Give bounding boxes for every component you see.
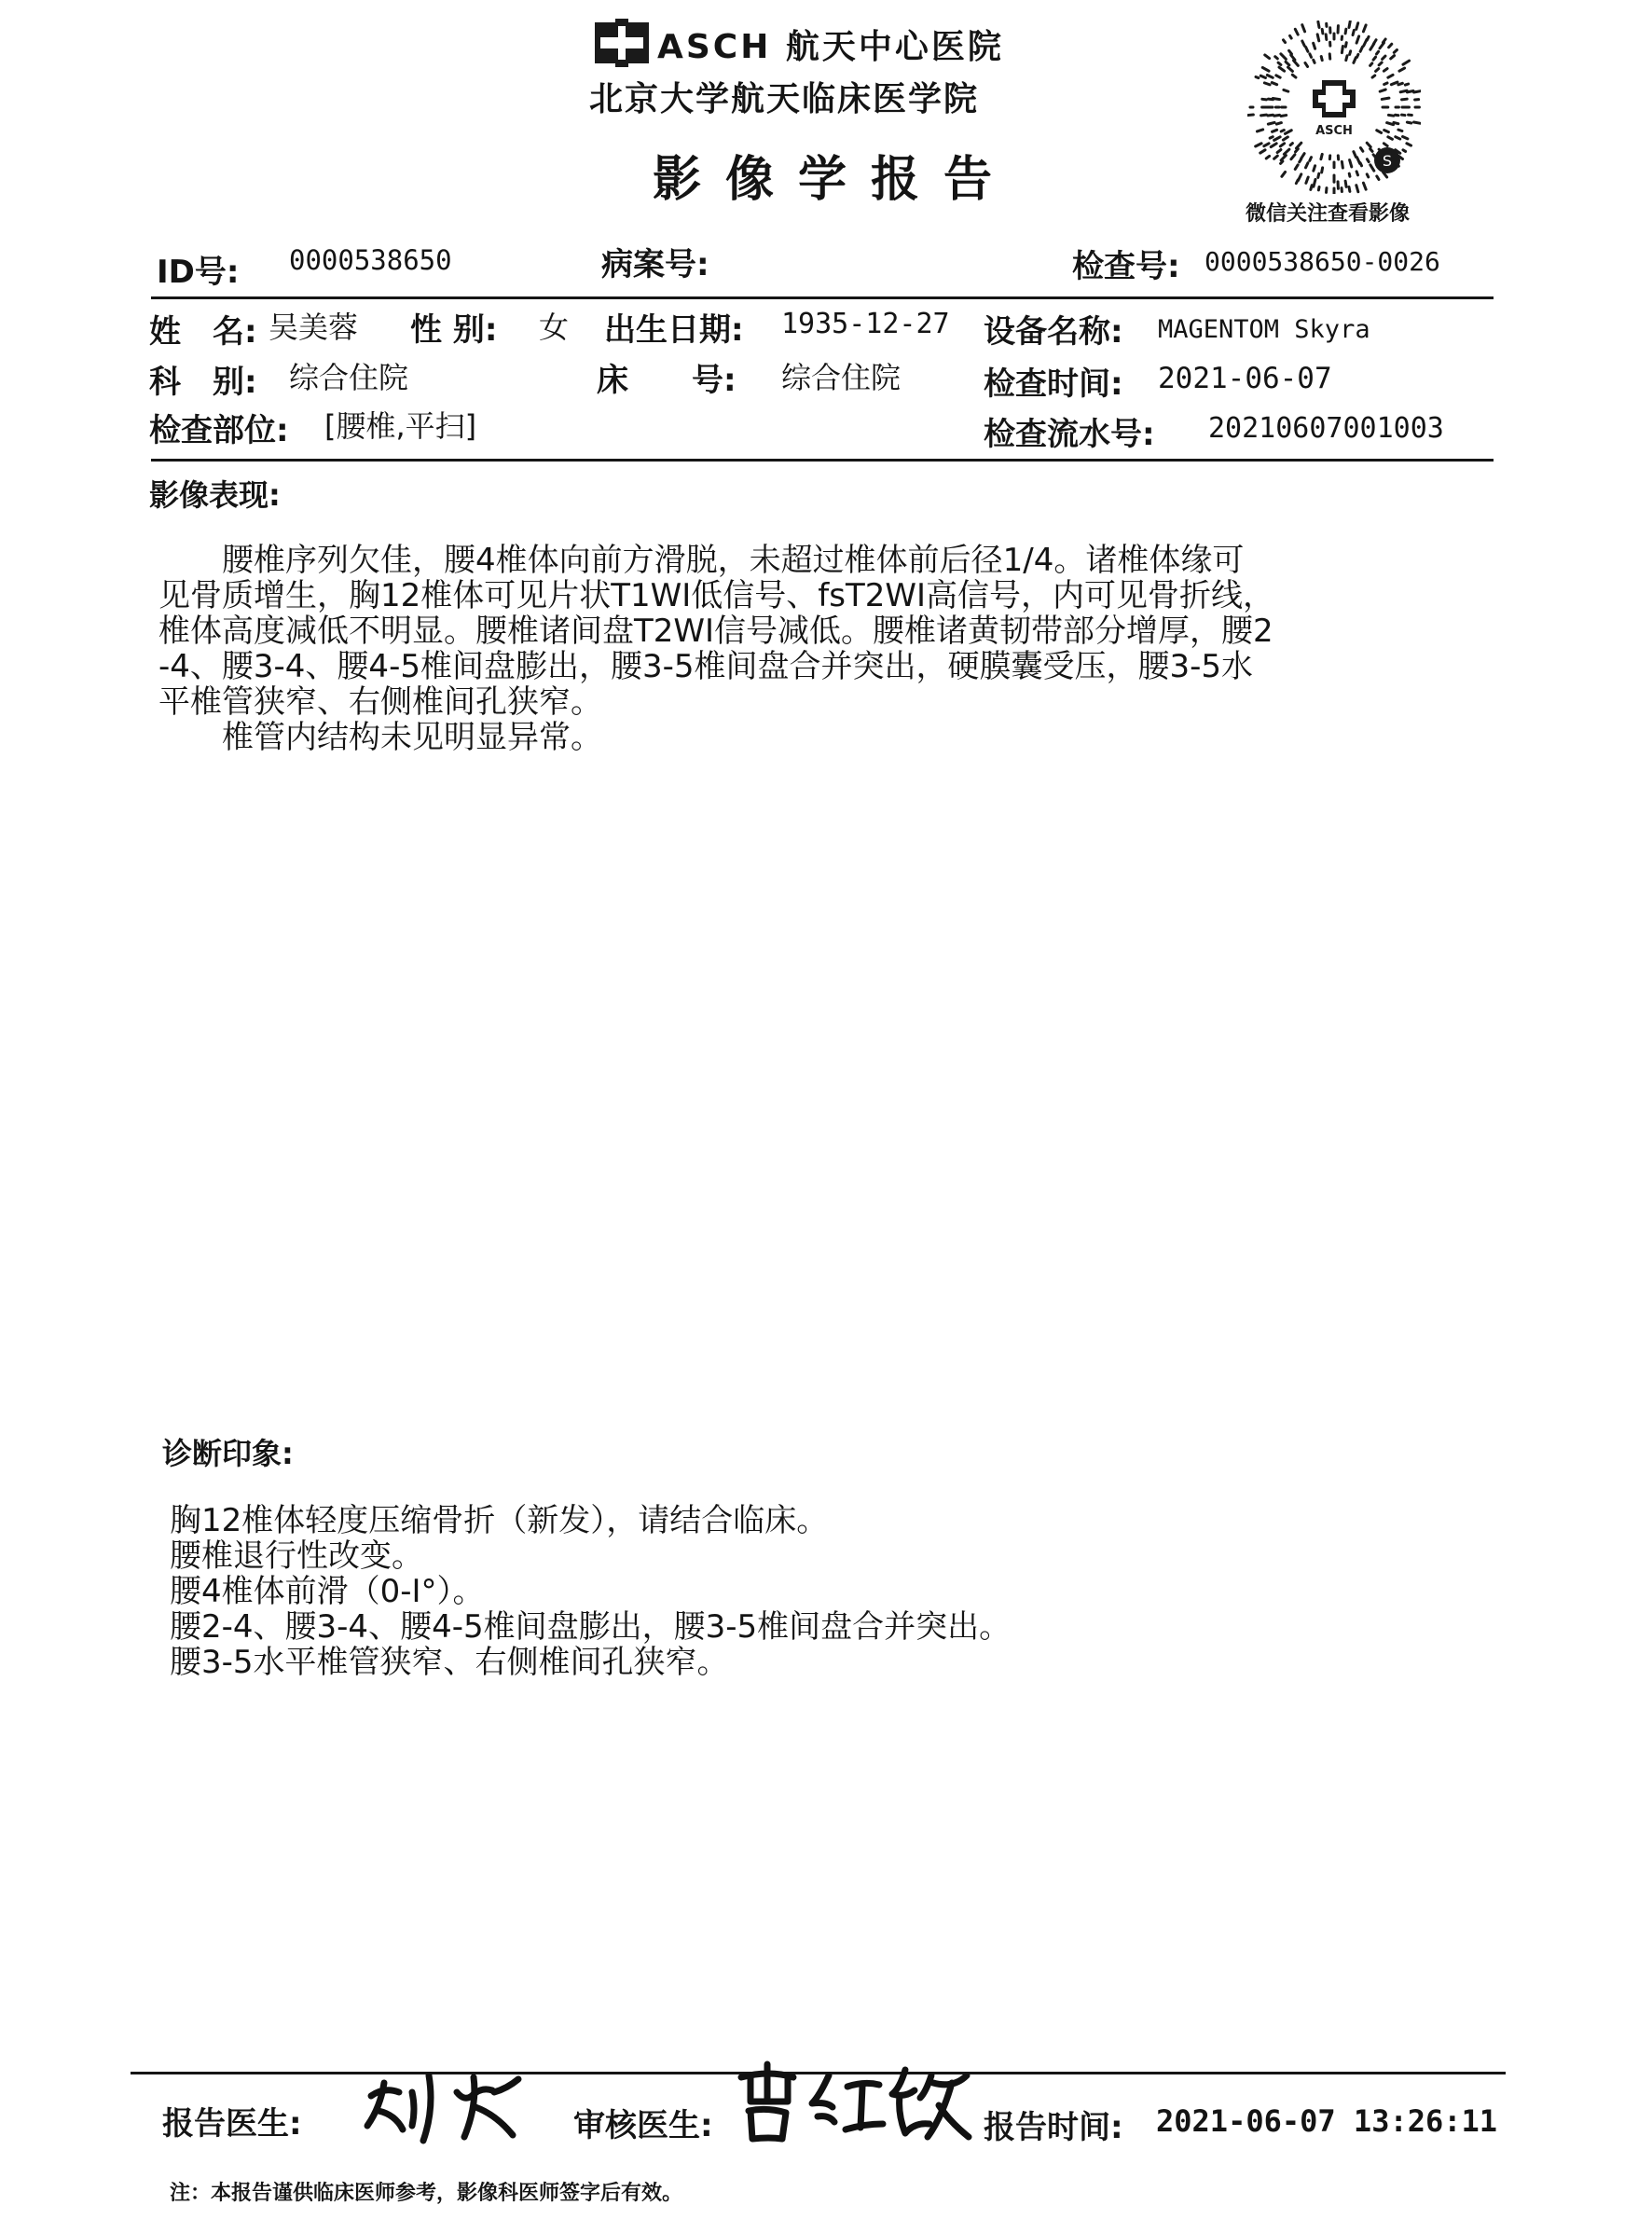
qr-dot xyxy=(1270,137,1273,138)
qr-dot xyxy=(1314,179,1315,186)
qr-dot xyxy=(1281,54,1287,60)
qr-dot xyxy=(1290,35,1292,38)
qr-dot xyxy=(1264,83,1270,85)
qr-dot xyxy=(1414,91,1421,92)
qr-dot xyxy=(1321,57,1322,61)
reporter-label: 报告医生: xyxy=(162,2105,302,2143)
qr-dot xyxy=(1345,29,1346,34)
qr-dot xyxy=(1280,144,1284,146)
qr-dot xyxy=(1384,83,1387,85)
reviewer-signature xyxy=(732,2055,984,2148)
qr-dot xyxy=(1399,68,1405,71)
qr-dot xyxy=(1292,75,1296,77)
report-title: 影像学报告 xyxy=(653,152,1017,208)
qr-dot xyxy=(1310,54,1312,57)
device-value: MAGENTOM Skyra xyxy=(1158,315,1370,344)
impression-line: 腰3-5水平椎管狭窄、右侧椎间孔狭窄。 xyxy=(170,1644,729,1681)
qr-dot xyxy=(1379,62,1382,65)
qr-dot xyxy=(1290,144,1292,145)
qr-dot xyxy=(1363,25,1366,32)
sex-label: 性 别: xyxy=(410,311,498,349)
qr-dot xyxy=(1350,51,1351,55)
qr-dot xyxy=(1281,161,1283,163)
qr-dot xyxy=(1272,83,1276,85)
qr-dot xyxy=(1349,187,1350,192)
qr-dot xyxy=(1264,144,1269,146)
qr-dot xyxy=(1289,50,1292,54)
qr-dot xyxy=(1318,173,1319,177)
qr-dot xyxy=(1278,62,1281,64)
qr-dot xyxy=(1306,177,1308,183)
case-number-label: 病案号: xyxy=(601,246,709,283)
qr-dot xyxy=(1394,50,1397,53)
department-value: 综合住院 xyxy=(289,360,409,395)
qr-dot xyxy=(1305,163,1307,168)
qr-dot xyxy=(1281,156,1286,160)
qr-dot xyxy=(1274,115,1280,116)
patient-name-value: 吴美蓉 xyxy=(268,310,359,345)
qr-dot xyxy=(1288,67,1293,71)
qr-dot xyxy=(1376,69,1379,72)
qr-logo-text: ASCH xyxy=(1315,124,1353,138)
qr-dot xyxy=(1279,67,1285,71)
qr-dot xyxy=(1350,160,1352,167)
qr-dot xyxy=(1247,115,1253,116)
qr-dot xyxy=(1394,122,1398,123)
qr-dot xyxy=(1377,51,1379,54)
exam-time-label: 检查时间: xyxy=(984,365,1123,403)
id-label: ID号: xyxy=(157,254,240,291)
qr-dot xyxy=(1322,168,1323,172)
qr-dot xyxy=(1405,84,1408,85)
qr-dot xyxy=(1345,43,1346,47)
qr-dot xyxy=(1370,165,1374,171)
qr-dot xyxy=(1346,56,1347,61)
qr-dot xyxy=(1314,43,1315,48)
qr-dot xyxy=(1271,144,1276,147)
qr-dot xyxy=(1391,56,1395,59)
qr-mini-program-icon: S xyxy=(1382,152,1393,170)
serial-label: 检查流水号: xyxy=(984,416,1155,453)
hospital-cross-logo xyxy=(595,19,649,67)
qr-dot xyxy=(1414,122,1421,123)
qr-dot xyxy=(1314,60,1315,62)
qr-dot xyxy=(1295,29,1298,34)
qr-dot xyxy=(1286,62,1289,65)
qr-dot xyxy=(1267,75,1273,77)
qr-dot xyxy=(1260,150,1265,153)
bed-label: 床 号: xyxy=(597,362,737,399)
qr-dot xyxy=(1373,57,1375,60)
qr-dot xyxy=(1268,122,1274,124)
qr-dot xyxy=(1354,58,1356,63)
findings-label: 影像表现: xyxy=(149,477,281,513)
qr-dot xyxy=(1318,21,1319,27)
impression-label: 诊断印象: xyxy=(162,1436,294,1471)
qr-dot xyxy=(1262,67,1269,71)
qr-dot xyxy=(1367,159,1369,162)
qr-dot xyxy=(1403,61,1410,64)
hospital-name: ASCH 航天中心医院 xyxy=(657,28,1004,66)
dob-value: 1935-12-27 xyxy=(781,308,950,340)
qr-dot xyxy=(1275,57,1278,59)
qr-dot xyxy=(1345,181,1346,186)
info-divider xyxy=(151,459,1494,462)
qr-dot xyxy=(1356,186,1358,192)
qr-dot xyxy=(1302,25,1305,32)
qr-dot xyxy=(1382,98,1389,99)
qr-dot xyxy=(1268,99,1273,100)
qr-dot xyxy=(1407,144,1411,145)
findings-line: 见骨质增生，胸12椎体可见片状T1WI低信号、fsT2WI高信号，内可见骨折线， xyxy=(158,577,1275,614)
qr-dot xyxy=(1296,143,1301,148)
qr-dot xyxy=(1354,152,1356,158)
qr-dot xyxy=(1294,61,1299,66)
impression-line: 腰4椎体前滑（0-I°）。 xyxy=(170,1573,485,1610)
findings-line: 椎管内结构未见明显异常。 xyxy=(158,719,602,756)
reviewer-label: 审核医生: xyxy=(573,2107,713,2144)
bed-value: 综合住院 xyxy=(781,360,902,395)
qr-dot xyxy=(1387,123,1394,125)
qr-dot xyxy=(1310,158,1312,161)
qr-dot xyxy=(1314,166,1315,171)
qr-dot xyxy=(1284,149,1288,154)
qr-dot xyxy=(1383,56,1385,59)
qr-dot xyxy=(1377,176,1379,180)
qr-dot xyxy=(1391,82,1397,85)
qr-dot xyxy=(1398,130,1402,131)
department-label: 科 别: xyxy=(149,364,257,401)
qr-dot xyxy=(1256,76,1259,77)
findings-line: 椎体高度减低不明显。腰椎诸间盘T2WI信号减低。腰椎诸黄韧带部分增厚，腰2 xyxy=(158,613,1273,650)
qr-dot xyxy=(1367,174,1369,177)
qr-dot xyxy=(1282,172,1286,176)
qr-dot xyxy=(1388,137,1393,140)
findings-text xyxy=(158,543,1464,755)
qr-dot xyxy=(1273,130,1277,131)
exam-time-value: 2021-06-07 xyxy=(1158,362,1332,395)
qr-dot xyxy=(1367,143,1370,146)
qr-dot xyxy=(1256,144,1261,146)
qr-dot xyxy=(1311,186,1312,190)
report-time-value: 2021-06-07 13:26:11 xyxy=(1156,2103,1498,2139)
exam-number-value: 0000538650-0026 xyxy=(1205,246,1440,277)
qr-dot xyxy=(1283,40,1285,43)
impression-line: 腰椎退行性改变。 xyxy=(170,1537,423,1575)
impression-line: 腰2-4、腰3-4、腰4-5椎间盘膨出，腰3-5椎间盘合并突出。 xyxy=(170,1608,1012,1646)
wechat-qr-code[interactable] xyxy=(1247,21,1421,194)
qr-dot xyxy=(1318,187,1319,190)
qr-dot xyxy=(1276,123,1281,124)
qr-dot xyxy=(1403,150,1406,152)
qr-dot xyxy=(1321,154,1322,158)
patient-name-label: 姓 名: xyxy=(149,313,257,351)
qr-dot xyxy=(1384,144,1387,146)
qr-dot xyxy=(1291,155,1295,159)
impression-text xyxy=(170,1503,1011,1680)
qr-dot xyxy=(1268,115,1273,116)
qr-dot xyxy=(1357,54,1358,57)
qr-dot xyxy=(1353,30,1354,34)
qr-dot xyxy=(1296,180,1298,184)
qr-dot xyxy=(1372,76,1375,77)
sex-value: 女 xyxy=(539,310,570,345)
qr-dot xyxy=(1262,99,1267,100)
qr-dot xyxy=(1380,90,1385,91)
qr-dot xyxy=(1384,131,1389,132)
qr-dot xyxy=(1300,159,1301,162)
qr-dot xyxy=(1281,116,1287,117)
qr-dot xyxy=(1349,173,1350,176)
qr-dot xyxy=(1277,150,1281,153)
qr-dot xyxy=(1356,36,1359,43)
device-label: 设备名称: xyxy=(984,313,1123,351)
qr-dot xyxy=(1284,90,1288,91)
qr-dot xyxy=(1370,149,1372,152)
qr-dot xyxy=(1407,122,1411,123)
exam-number-label: 检查号: xyxy=(1072,248,1180,285)
qr-dot xyxy=(1285,131,1291,134)
disclaimer-note: 注：本报告谨供临床医师参考，影像科医师签字后有效。 xyxy=(170,2182,683,2205)
findings-line: 平椎管狭窄、右侧椎间孔狭窄。 xyxy=(158,683,602,721)
report-time-label: 报告时间: xyxy=(984,2109,1123,2146)
qr-dot xyxy=(1356,23,1358,30)
qr-dot xyxy=(1360,148,1362,152)
qr-dot xyxy=(1283,137,1287,140)
reporter-signature xyxy=(354,2064,541,2150)
qr-dot xyxy=(1305,62,1308,66)
qr-dot xyxy=(1322,29,1323,34)
findings-line: -4、腰3-4、腰4-5椎间盘膨出，腰3-5椎间盘合并突出，硬膜囊受压，腰3-5水 xyxy=(158,648,1254,685)
qr-dot xyxy=(1306,47,1308,51)
qr-dot xyxy=(1257,130,1262,131)
serial-value: 20210607001003 xyxy=(1208,412,1444,445)
qr-dot xyxy=(1317,34,1319,41)
qr-dot xyxy=(1295,165,1298,170)
qr-dot xyxy=(1396,137,1400,139)
qr-dot xyxy=(1260,76,1265,77)
qr-dot xyxy=(1265,55,1270,59)
qr-dot xyxy=(1360,163,1361,166)
qr-dot xyxy=(1402,99,1408,100)
qr-dot xyxy=(1302,41,1305,46)
qr-dot xyxy=(1383,39,1385,43)
qr-dot xyxy=(1377,131,1382,133)
findings-line: 腰椎序列欠佳，腰4椎体向前方滑脱，未超过椎体前后径1/4。诸椎体缘可 xyxy=(158,542,1245,579)
qr-dot xyxy=(1276,76,1280,77)
qr-dot xyxy=(1373,40,1376,44)
qr-dot xyxy=(1363,183,1366,189)
dob-label: 出生日期: xyxy=(604,311,744,349)
qr-dot xyxy=(1388,115,1393,116)
qr-dot xyxy=(1407,91,1413,92)
qr-dot xyxy=(1403,137,1408,139)
qr-dot xyxy=(1389,44,1392,47)
qr-dot xyxy=(1360,47,1362,51)
impression-line: 胸12椎体轻度压缩骨折（新发），请结合临床。 xyxy=(170,1502,829,1539)
id-value: 0000538650 xyxy=(289,244,452,276)
qr-dot xyxy=(1367,36,1369,40)
qr-dot xyxy=(1384,69,1387,72)
qr-dot xyxy=(1274,156,1278,158)
qr-dot xyxy=(1356,172,1357,175)
qr-dot xyxy=(1291,55,1295,60)
body-part-value: [腰椎,平扫] xyxy=(324,408,477,444)
qr-dot xyxy=(1326,34,1327,40)
qr-dot xyxy=(1349,21,1350,28)
qr-dot xyxy=(1370,63,1372,66)
qr-dot xyxy=(1398,83,1402,85)
qr-caption: 微信关注查看影像 xyxy=(1246,202,1411,226)
college-name: 北京大学航天临床医学院 xyxy=(589,80,980,118)
qr-dot xyxy=(1301,154,1304,158)
qr-dot xyxy=(1388,75,1393,77)
qr-dot xyxy=(1261,115,1267,116)
qr-dot xyxy=(1266,156,1269,158)
header-divider xyxy=(151,296,1494,299)
qr-dot xyxy=(1274,137,1281,141)
body-part-label: 检查部位: xyxy=(149,412,289,449)
